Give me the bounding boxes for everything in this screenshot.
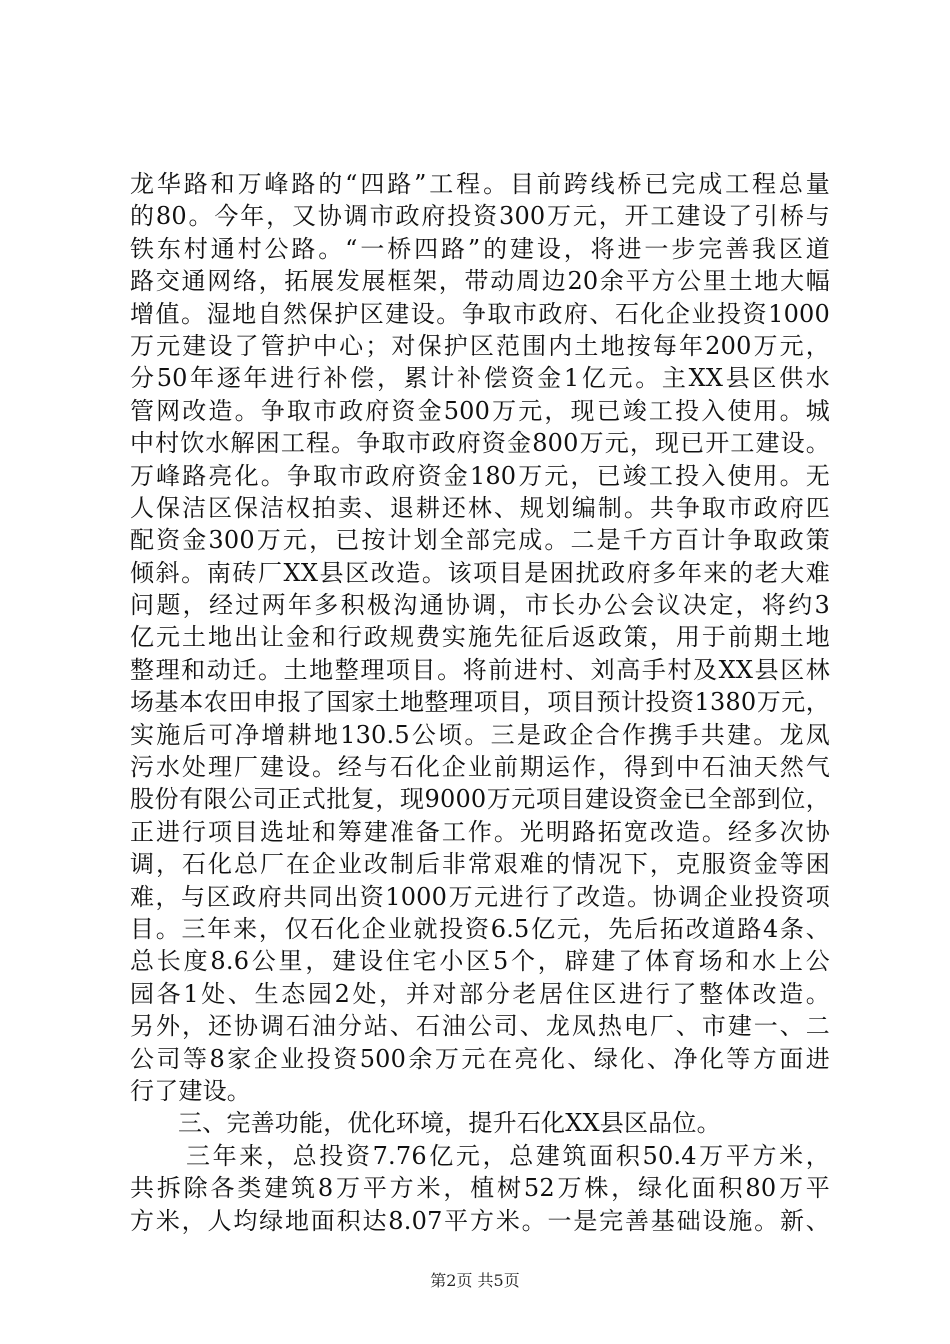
text-line: 人保洁区保洁权拍卖、退耕还林、规划编制。共争取市政府匹: [130, 493, 830, 522]
text-line: 铁东村通村公路。“一桥四路”的建设，将进一步完善我区道: [130, 234, 830, 263]
text-line: 增值。湿地自然保护区建设。争取市政府、石化企业投资1000: [130, 299, 830, 328]
text-line: 路交通网络，拓展发展框架，带动周边20余平方公里土地大幅: [130, 267, 830, 296]
text-line: 场基本农田申报了国家土地整理项目，项目预计投资1380万元，: [130, 688, 830, 717]
text-line: 目。三年来，仅石化企业就投资6.5亿元，先后拓改道路4条、: [130, 914, 830, 943]
page-number-footer: 第2页 共5页: [430, 1271, 520, 1290]
text-line: 万峰路亮化。争取市政府资金180万元，已竣工投入使用。无: [130, 461, 830, 490]
text-line: 管网改造。争取市政府资金500万元，现已竣工投入使用。城: [130, 396, 830, 425]
text-line: 共拆除各类建筑8万平方米，植树52万株，绿化面积80万平: [130, 1174, 830, 1203]
text-line: 总长度8.6公里，建设住宅小区5个，辟建了体育场和水上公: [130, 947, 830, 976]
text-line: 园各1处、生态园2处，并对部分老居住区进行了整体改造。: [130, 979, 830, 1008]
text-line: 的80。今年，又协调市政府投资300万元，开工建设了引桥与: [130, 202, 830, 231]
text-line: 公司等8家企业投资500余万元在亮化、绿化、净化等方面进: [130, 1044, 830, 1073]
text-line: 难，与区政府共同出资1000万元进行了改造。协调企业投资项: [130, 882, 830, 911]
text-line: 中村饮水解困工程。争取市政府资金800万元，现已开工建设。: [130, 429, 830, 458]
text-line: 整理和动迁。土地整理项目。将前进村、刘高手村及XX县区林: [130, 655, 830, 684]
text-line: 龙华路和万峰路的“四路”工程。目前跨线桥已完成工程总量: [130, 170, 830, 198]
text-line: 三年来，总投资7.76亿元，总建筑面积50.4万平方米，: [186, 1141, 830, 1170]
text-line: 分50年逐年进行补偿，累计补偿资金1亿元。主XX县区供水: [130, 364, 830, 393]
text-line: 行了建设。: [130, 1076, 251, 1105]
text-line: 亿元土地出让金和行政规费实施先征后返政策，用于前期土地: [130, 623, 830, 652]
text-line: 问题，经过两年多积极沟通协调，市长办公会议决定，将约3: [130, 591, 830, 620]
text-line: 倾斜。南砖厂XX县区改造。该项目是困扰政府多年来的老大难: [130, 558, 830, 587]
document-body: [130, 168, 830, 1237]
text-line: 万元建设了管护中心；对保护区范围内土地按每年200万元，: [130, 331, 830, 360]
text-line: 污水处理厂建设。经与石化企业前期运作，得到中石油天然气: [130, 753, 830, 782]
text-line: 调，石化总厂在企业改制后非常艰难的情况下，克服资金等困: [130, 850, 830, 879]
section-heading: 三、完善功能，优化环境，提升石化XX县区品位。: [178, 1109, 721, 1138]
text-line: 实施后可净增耕地130.5公顷。三是政企合作携手共建。龙凤: [130, 720, 830, 749]
text-line: 股份有限公司正式批复，现9000万元项目建设资金已全部到位，: [130, 785, 830, 814]
text-line: 正进行项目选址和筹建准备工作。光明路拓宽改造。经多次协: [130, 817, 830, 846]
text-line: 另外，还协调石油分站、石油公司、龙凤热电厂、市建一、二: [130, 1012, 830, 1041]
text-line: 配资金300万元，已按计划全部完成。二是千方百计争取政策: [130, 526, 830, 555]
text-line: 方米，人均绿地面积达8.07平方米。一是完善基础设施。新、: [130, 1206, 830, 1235]
